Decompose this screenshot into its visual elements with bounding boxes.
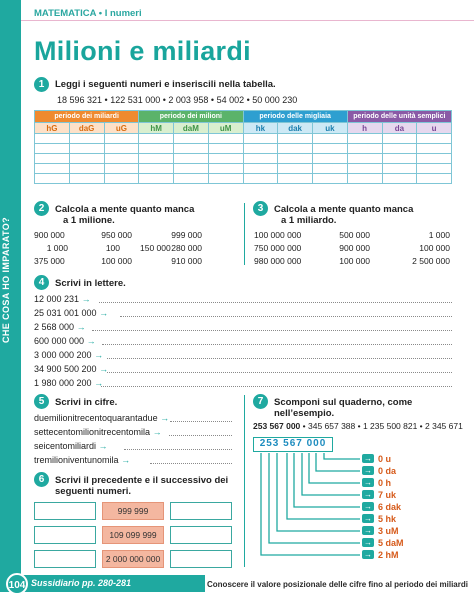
number-value: 900 000: [339, 243, 370, 253]
unit-header: hM: [139, 123, 174, 134]
unit-header: hG: [35, 123, 70, 134]
arrow-icon: →: [364, 526, 372, 535]
number-value: 500 000: [339, 230, 370, 240]
decomposition-item: → 0 da: [364, 466, 397, 476]
arrow-icon: →: [364, 514, 372, 523]
exercise-3-instruction-line1: Calcola a mente quanto manca: [274, 204, 414, 215]
unit-header: dak: [278, 123, 313, 134]
exercise-4-instruction: Scrivi in lettere.: [55, 278, 126, 289]
page-number: 104: [6, 573, 28, 595]
arrow-icon: →: [364, 490, 372, 499]
given-number-box: 109 099 999: [102, 526, 164, 544]
words-value: tremilioniventunomila: [34, 455, 119, 465]
decomposition-item: → 0 h: [364, 478, 392, 488]
number-value: 150 000: [140, 243, 171, 253]
number-value: 1 000: [46, 243, 68, 253]
exercise-6-instruction-line2: seguenti numeri.: [55, 486, 132, 497]
connector-line: [294, 453, 360, 507]
number-value: 910 000: [171, 256, 202, 266]
given-number-box: 2 000 000 000: [102, 550, 164, 568]
exercise-5-number: 5: [34, 394, 49, 409]
number-value: 3 000 000 200: [34, 350, 92, 360]
exercise-7-instruction-line1: Scomponi sul quaderno, come: [274, 397, 413, 408]
number-value: 100 000: [101, 256, 132, 266]
exercise-5-instruction: Scrivi in cifre.: [55, 397, 118, 408]
number-value: 600 000 000: [34, 336, 85, 346]
number-value: 980 000 000: [254, 256, 302, 266]
number-value: 2 568 000: [34, 322, 75, 332]
example-number: 253 567 000: [253, 421, 301, 431]
period-thousands: periodo delle migliaia: [243, 111, 347, 123]
exercise-6-number: 6: [34, 472, 49, 487]
period-millions: periodo dei milioni: [139, 111, 243, 123]
number-value: 950 000: [101, 230, 132, 240]
exercise-2-instruction-line2: a 1 milione.: [63, 215, 115, 226]
number-value: 999 000: [171, 230, 202, 240]
sussidiario-reference[interactable]: Sussidiario pp. 280-281: [31, 578, 132, 588]
number-value: 100 000: [339, 256, 370, 266]
words-value: settecentomilionitrecentomila: [34, 427, 151, 437]
connector-line: [269, 453, 360, 543]
number-value: 34 900 500 200: [34, 364, 97, 374]
connector-line: [261, 453, 360, 555]
words-value: duemilionitrecentoquarantadue: [34, 413, 158, 423]
exercise-7-number: 7: [253, 394, 268, 409]
number-value: 1 980 000 200: [34, 378, 92, 388]
unit-header: da: [382, 123, 417, 134]
arrow-icon: →: [99, 364, 109, 374]
arrow-icon: →: [364, 478, 372, 487]
number-value: 375 000: [34, 256, 65, 266]
exercise-4-number: 4: [34, 275, 49, 290]
arrow-icon: →: [86, 336, 96, 346]
period-billions: periodo dei miliardi: [35, 111, 139, 123]
number-value: 25 031 001 000: [34, 308, 97, 318]
exercise-3-number: 3: [253, 201, 268, 216]
number-value: 900 000: [34, 230, 65, 240]
unit-header: hk: [243, 123, 278, 134]
decomposition-item: → 2 hM: [364, 550, 399, 560]
exercise-2-instruction-line1: Calcola a mente quanto manca: [55, 204, 195, 215]
learning-objective: Conoscere il valore posizionale delle cifre fino al periodo dei miliardi: [207, 580, 468, 589]
number-value: 1 000: [428, 230, 450, 240]
connector-line: [316, 453, 360, 471]
unit-header: uM: [208, 123, 243, 134]
arrow-icon: →: [364, 454, 372, 463]
arrow-icon: →: [364, 466, 372, 475]
unit-header: daM: [174, 123, 209, 134]
arrow-icon: →: [152, 427, 162, 437]
decomposition-item: → 5 daM: [364, 538, 404, 548]
decomposition-item: → 6 dak: [364, 502, 402, 512]
exercise-2-number: 2: [34, 201, 49, 216]
exercise-1-instruction: Leggi i seguenti numeri e inseriscili nella tabella.: [55, 79, 276, 90]
period-units: periodo delle unità semplici: [347, 111, 451, 123]
arrow-icon: →: [364, 502, 372, 511]
decomposition-item: → 5 hk: [364, 514, 397, 524]
unit-header: u: [417, 123, 452, 134]
other-numbers: • 345 657 388 • 1 235 500 821 • 2 345 671: [302, 421, 463, 431]
connector-line: [287, 453, 360, 519]
exercise-6-instruction-line1: Scrivi il precedente e il successivo dei: [55, 475, 229, 486]
number-value: 100 000 000: [254, 230, 302, 240]
arrow-icon: →: [99, 308, 109, 318]
exercise-1-numbers: 18 596 321 • 122 531 000 • 2 003 958 • 54 002 • 50 000 230: [57, 95, 298, 105]
section-tag: MATEMATICA • I numeri: [34, 8, 142, 19]
decomposition-item: → 0 u: [364, 454, 392, 464]
sidebar-label: CHE COSA HO IMPARATO?: [1, 216, 11, 344]
number-value: 2 500 000: [412, 256, 450, 266]
arrow-icon: →: [94, 378, 104, 388]
unit-header: h: [347, 123, 382, 134]
arrow-icon: →: [364, 538, 372, 547]
number-value: 100 000: [419, 243, 450, 253]
arrow-icon: →: [121, 455, 131, 465]
words-value: seicentomiliardi: [34, 441, 97, 451]
connector-line: [324, 453, 360, 459]
arrow-icon: →: [76, 322, 86, 332]
given-number-box: 999 999: [102, 502, 164, 520]
arrow-icon: →: [98, 441, 108, 451]
exercise-7-instruction-line2: nell’esempio.: [274, 408, 335, 419]
number-value: 100: [105, 243, 120, 253]
arrow-icon: →: [81, 294, 91, 304]
exercise-1-number: 1: [34, 77, 49, 92]
number-value: 280 000: [171, 243, 202, 253]
page-title: Milioni e miliardi: [34, 36, 251, 66]
arrow-icon: →: [160, 413, 170, 423]
unit-header: daG: [69, 123, 104, 134]
number-value: 750 000 000: [254, 243, 302, 253]
unit-header: uk: [313, 123, 348, 134]
decomposition-item: → 7 uk: [364, 490, 397, 500]
example-number-box: 253 567 000: [253, 437, 333, 452]
number-value: 12 000 231: [34, 294, 80, 304]
exercise-3-instruction-line2: a 1 miliardo.: [281, 215, 337, 226]
arrow-icon: →: [364, 550, 372, 559]
decomposition-item: → 3 uM: [364, 526, 399, 536]
unit-header: uG: [104, 123, 139, 134]
arrow-icon: →: [94, 350, 104, 360]
